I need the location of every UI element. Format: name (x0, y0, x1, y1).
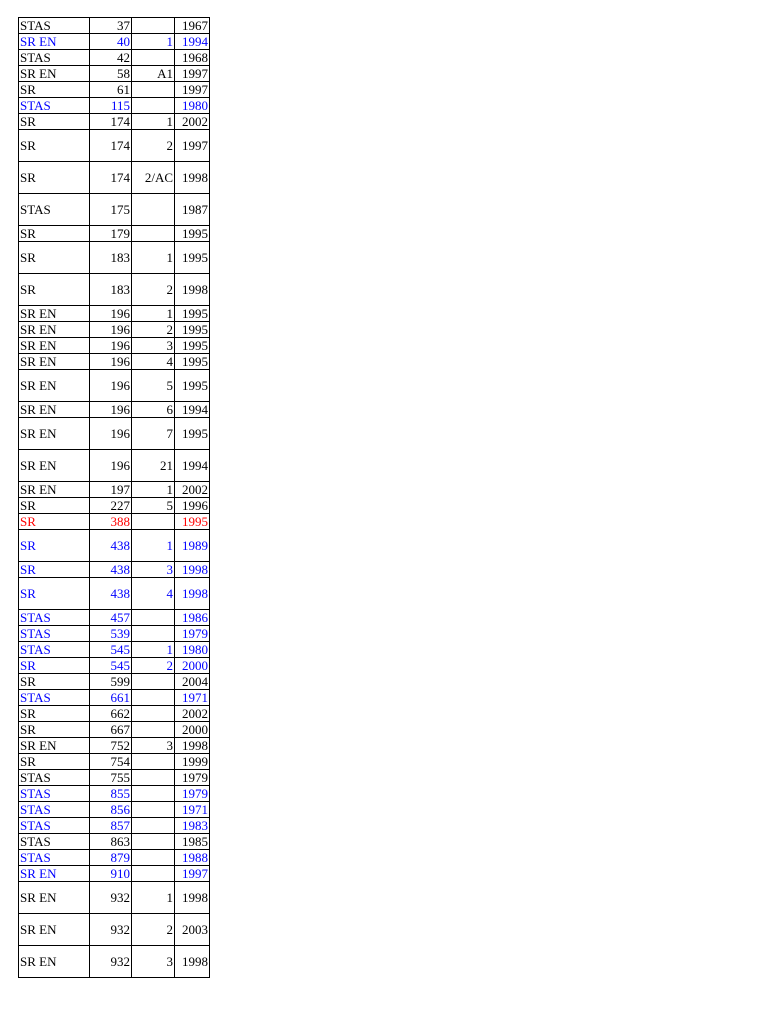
standard-part-cell: 2 (132, 274, 175, 306)
standard-type-cell: SR (19, 130, 90, 162)
standard-year-cell: 2000 (175, 658, 210, 674)
standard-type-cell: SR (19, 658, 90, 674)
standard-type-cell: SR (19, 722, 90, 738)
standard-type-cell: SR EN (19, 306, 90, 322)
standard-type-cell: SR EN (19, 370, 90, 402)
standard-part-cell: 2/AC (132, 162, 175, 194)
table-row (19, 194, 210, 226)
table-row (19, 402, 210, 418)
standard-part-cell (132, 722, 175, 738)
standard-year-cell: 1998 (175, 562, 210, 578)
standard-part-cell: 1 (132, 306, 175, 322)
standard-type-cell: SR EN (19, 882, 90, 914)
table-row (19, 642, 210, 658)
standard-type-cell: STAS (19, 642, 90, 658)
standard-year-cell: 1995 (175, 418, 210, 450)
standard-type-cell: STAS (19, 802, 90, 818)
standard-number-cell: 857 (90, 818, 132, 834)
table-row (19, 530, 210, 562)
standard-number-cell: 196 (90, 450, 132, 482)
table-row (19, 418, 210, 450)
standard-year-cell: 1986 (175, 610, 210, 626)
standard-year-cell: 1997 (175, 82, 210, 98)
standard-part-cell (132, 770, 175, 786)
standard-part-cell: 1 (132, 34, 175, 50)
standard-year-cell: 1997 (175, 130, 210, 162)
standard-year-cell: 1988 (175, 850, 210, 866)
standard-part-cell (132, 690, 175, 706)
standard-type-cell: SR (19, 242, 90, 274)
standard-year-cell: 1968 (175, 50, 210, 66)
table-row (19, 338, 210, 354)
standard-year-cell: 1967 (175, 18, 210, 34)
table-body (19, 18, 210, 978)
standard-type-cell: SR (19, 274, 90, 306)
standard-type-cell: SR EN (19, 66, 90, 82)
table-row (19, 786, 210, 802)
standard-number-cell: 179 (90, 226, 132, 242)
table-row (19, 674, 210, 690)
standard-part-cell (132, 802, 175, 818)
standard-year-cell: 1998 (175, 578, 210, 610)
table-row (19, 322, 210, 338)
standard-year-cell: 1987 (175, 194, 210, 226)
standard-year-cell: 1995 (175, 306, 210, 322)
standard-part-cell: 1 (132, 482, 175, 498)
standard-year-cell: 1995 (175, 338, 210, 354)
standard-type-cell: STAS (19, 194, 90, 226)
table-row (19, 850, 210, 866)
table-row (19, 706, 210, 722)
standard-part-cell (132, 786, 175, 802)
standard-number-cell: 196 (90, 322, 132, 338)
table-row (19, 722, 210, 738)
standard-number-cell: 227 (90, 498, 132, 514)
standard-number-cell: 661 (90, 690, 132, 706)
standard-part-cell: 3 (132, 946, 175, 978)
standard-part-cell: 4 (132, 578, 175, 610)
standard-type-cell: SR (19, 226, 90, 242)
standard-year-cell: 2002 (175, 114, 210, 130)
standard-year-cell: 2004 (175, 674, 210, 690)
standard-year-cell: 1994 (175, 34, 210, 50)
standard-part-cell (132, 850, 175, 866)
table-row (19, 754, 210, 770)
table-row (19, 226, 210, 242)
standard-type-cell: SR EN (19, 866, 90, 882)
standard-part-cell: 7 (132, 418, 175, 450)
standard-part-cell (132, 818, 175, 834)
standard-year-cell: 1980 (175, 98, 210, 114)
standard-year-cell: 1971 (175, 690, 210, 706)
standard-part-cell: 2 (132, 658, 175, 674)
standard-type-cell: SR (19, 706, 90, 722)
standard-part-cell (132, 98, 175, 114)
table-row (19, 738, 210, 754)
standard-number-cell: 174 (90, 114, 132, 130)
standard-part-cell (132, 82, 175, 98)
standard-year-cell: 1980 (175, 642, 210, 658)
standard-part-cell: 21 (132, 450, 175, 482)
standard-number-cell: 61 (90, 82, 132, 98)
table-row (19, 162, 210, 194)
standard-year-cell: 1998 (175, 882, 210, 914)
standard-year-cell: 1979 (175, 626, 210, 642)
table-row (19, 242, 210, 274)
standard-part-cell (132, 866, 175, 882)
standard-year-cell: 1998 (175, 738, 210, 754)
standard-year-cell: 1996 (175, 498, 210, 514)
standard-year-cell: 1989 (175, 530, 210, 562)
standard-number-cell: 197 (90, 482, 132, 498)
standard-number-cell: 196 (90, 354, 132, 370)
standard-part-cell (132, 226, 175, 242)
table-row (19, 130, 210, 162)
table-row (19, 98, 210, 114)
standard-number-cell: 863 (90, 834, 132, 850)
table-row (19, 50, 210, 66)
standard-year-cell: 1995 (175, 242, 210, 274)
standard-type-cell: SR EN (19, 946, 90, 978)
table-row (19, 658, 210, 674)
standard-part-cell (132, 194, 175, 226)
standard-year-cell: 1994 (175, 402, 210, 418)
standard-number-cell: 545 (90, 642, 132, 658)
standard-type-cell: STAS (19, 818, 90, 834)
standard-type-cell: SR EN (19, 482, 90, 498)
standard-type-cell: STAS (19, 50, 90, 66)
table-row (19, 946, 210, 978)
standard-type-cell: SR (19, 562, 90, 578)
standard-type-cell: SR EN (19, 34, 90, 50)
standard-type-cell: SR (19, 114, 90, 130)
standard-type-cell: SR (19, 498, 90, 514)
standard-type-cell: STAS (19, 850, 90, 866)
standard-year-cell: 1994 (175, 450, 210, 482)
table-row (19, 562, 210, 578)
standard-part-cell: 1 (132, 642, 175, 658)
standard-number-cell: 58 (90, 66, 132, 82)
standard-year-cell: 1997 (175, 66, 210, 82)
standard-number-cell: 932 (90, 914, 132, 946)
standard-year-cell: 1995 (175, 354, 210, 370)
standard-year-cell: 1995 (175, 370, 210, 402)
standard-type-cell: STAS (19, 786, 90, 802)
standard-type-cell: SR EN (19, 402, 90, 418)
standard-type-cell: STAS (19, 834, 90, 850)
standard-number-cell: 438 (90, 578, 132, 610)
standard-number-cell: 115 (90, 98, 132, 114)
standard-number-cell: 37 (90, 18, 132, 34)
standard-part-cell: 5 (132, 370, 175, 402)
standard-part-cell (132, 50, 175, 66)
standard-part-cell: 2 (132, 322, 175, 338)
standard-type-cell: STAS (19, 626, 90, 642)
standard-part-cell (132, 674, 175, 690)
standard-number-cell: 175 (90, 194, 132, 226)
standard-number-cell: 174 (90, 130, 132, 162)
standard-part-cell: 1 (132, 882, 175, 914)
standard-number-cell: 932 (90, 882, 132, 914)
standard-number-cell: 196 (90, 418, 132, 450)
standard-type-cell: SR EN (19, 418, 90, 450)
standard-number-cell: 910 (90, 866, 132, 882)
standard-part-cell (132, 706, 175, 722)
table-row (19, 34, 210, 50)
standard-number-cell: 855 (90, 786, 132, 802)
standard-year-cell: 1995 (175, 226, 210, 242)
standard-number-cell: 667 (90, 722, 132, 738)
table-row (19, 834, 210, 850)
standard-type-cell: STAS (19, 98, 90, 114)
table-row (19, 370, 210, 402)
standard-part-cell (132, 834, 175, 850)
standard-year-cell: 1979 (175, 786, 210, 802)
table-row (19, 18, 210, 34)
table-row (19, 882, 210, 914)
table-row (19, 482, 210, 498)
standard-type-cell: STAS (19, 770, 90, 786)
standard-year-cell: 2002 (175, 706, 210, 722)
standard-type-cell: SR EN (19, 738, 90, 754)
standard-type-cell: SR EN (19, 354, 90, 370)
standard-part-cell: 3 (132, 562, 175, 578)
standard-number-cell: 388 (90, 514, 132, 530)
standard-year-cell: 1998 (175, 274, 210, 306)
standard-type-cell: SR (19, 530, 90, 562)
table-row (19, 514, 210, 530)
standard-part-cell: 3 (132, 738, 175, 754)
standard-number-cell: 755 (90, 770, 132, 786)
standard-number-cell: 196 (90, 338, 132, 354)
standard-part-cell (132, 18, 175, 34)
standard-year-cell: 1979 (175, 770, 210, 786)
standard-type-cell: SR (19, 578, 90, 610)
standard-number-cell: 754 (90, 754, 132, 770)
table-row (19, 306, 210, 322)
standard-type-cell: SR (19, 674, 90, 690)
standard-part-cell: A1 (132, 66, 175, 82)
standard-number-cell: 539 (90, 626, 132, 642)
standard-type-cell: SR EN (19, 450, 90, 482)
standard-number-cell: 196 (90, 306, 132, 322)
standard-part-cell (132, 626, 175, 642)
standard-year-cell: 2002 (175, 482, 210, 498)
standard-type-cell: STAS (19, 18, 90, 34)
table-row (19, 66, 210, 82)
standard-number-cell: 752 (90, 738, 132, 754)
standard-year-cell: 1998 (175, 162, 210, 194)
standard-number-cell: 438 (90, 530, 132, 562)
standard-number-cell: 196 (90, 370, 132, 402)
table-row (19, 114, 210, 130)
standard-type-cell: SR EN (19, 338, 90, 354)
table-row (19, 578, 210, 610)
standard-part-cell: 1 (132, 114, 175, 130)
standards-table (18, 17, 210, 978)
standard-part-cell (132, 514, 175, 530)
standard-year-cell: 2003 (175, 914, 210, 946)
standard-number-cell: 856 (90, 802, 132, 818)
standard-type-cell: STAS (19, 610, 90, 626)
standard-number-cell: 174 (90, 162, 132, 194)
standard-number-cell: 438 (90, 562, 132, 578)
standard-part-cell (132, 754, 175, 770)
standard-number-cell: 879 (90, 850, 132, 866)
standard-year-cell: 1995 (175, 514, 210, 530)
standard-number-cell: 599 (90, 674, 132, 690)
standard-number-cell: 457 (90, 610, 132, 626)
standard-year-cell: 1997 (175, 866, 210, 882)
standard-number-cell: 196 (90, 402, 132, 418)
standard-part-cell: 5 (132, 498, 175, 514)
standard-year-cell: 1971 (175, 802, 210, 818)
standard-part-cell: 1 (132, 530, 175, 562)
standard-type-cell: SR (19, 82, 90, 98)
standard-number-cell: 42 (90, 50, 132, 66)
table-row (19, 498, 210, 514)
table-row (19, 626, 210, 642)
standard-type-cell: SR EN (19, 914, 90, 946)
standard-type-cell: SR (19, 162, 90, 194)
table-row (19, 914, 210, 946)
standard-number-cell: 662 (90, 706, 132, 722)
standard-year-cell: 1999 (175, 754, 210, 770)
table-row (19, 818, 210, 834)
standard-year-cell: 1995 (175, 322, 210, 338)
standard-part-cell (132, 610, 175, 626)
table-row (19, 770, 210, 786)
table-row (19, 354, 210, 370)
standard-type-cell: SR (19, 514, 90, 530)
standard-number-cell: 183 (90, 274, 132, 306)
standard-part-cell: 1 (132, 242, 175, 274)
standard-number-cell: 932 (90, 946, 132, 978)
standard-number-cell: 545 (90, 658, 132, 674)
standard-number-cell: 183 (90, 242, 132, 274)
standard-part-cell: 6 (132, 402, 175, 418)
standard-part-cell: 2 (132, 130, 175, 162)
table-row (19, 802, 210, 818)
standard-type-cell: SR EN (19, 322, 90, 338)
standard-number-cell: 40 (90, 34, 132, 50)
standard-year-cell: 1985 (175, 834, 210, 850)
standard-part-cell: 2 (132, 914, 175, 946)
table-row (19, 450, 210, 482)
standard-part-cell: 4 (132, 354, 175, 370)
table-row (19, 690, 210, 706)
standard-part-cell: 3 (132, 338, 175, 354)
table-row (19, 82, 210, 98)
standard-type-cell: SR (19, 754, 90, 770)
table-row (19, 610, 210, 626)
standard-year-cell: 2000 (175, 722, 210, 738)
standard-year-cell: 1983 (175, 818, 210, 834)
table-row (19, 866, 210, 882)
standard-type-cell: STAS (19, 690, 90, 706)
table-row (19, 274, 210, 306)
standard-year-cell: 1998 (175, 946, 210, 978)
